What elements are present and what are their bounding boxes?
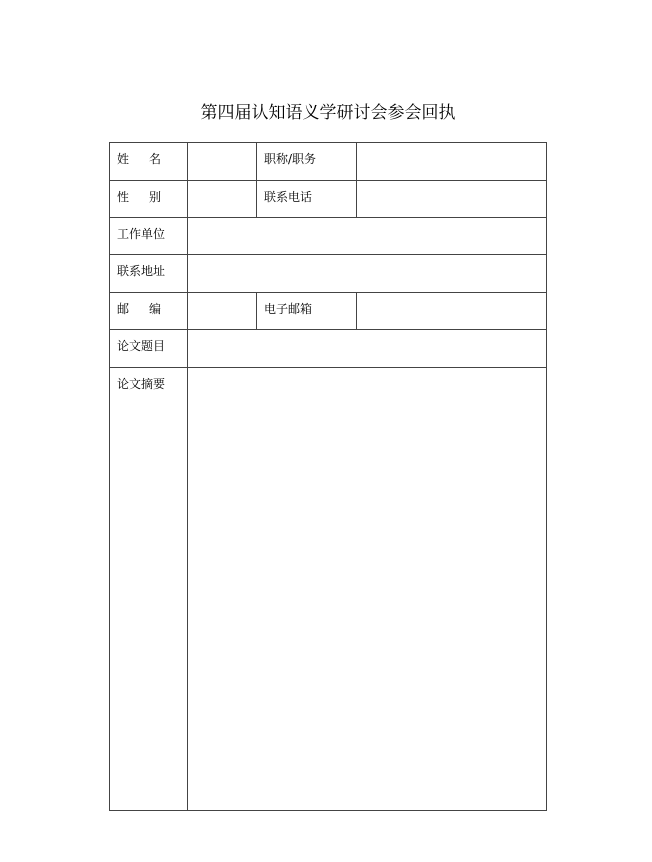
- label-name: [109, 142, 188, 181]
- label-gender: [109, 180, 188, 218]
- label-postcode: [109, 292, 188, 330]
- label-part: 性: [117, 190, 130, 204]
- label-paper-title: 论文题目: [109, 329, 188, 368]
- label-title-position: 职称/职务: [256, 142, 357, 181]
- page-title: 第四届认知语义学研讨会参会回执: [200, 103, 456, 123]
- label-part: 名: [149, 152, 162, 166]
- phone-field[interactable]: [356, 180, 547, 218]
- label-abstract: 论文摘要: [109, 367, 188, 811]
- address-field[interactable]: [187, 254, 547, 293]
- title-position-field[interactable]: [356, 142, 547, 181]
- label-part: 别: [149, 190, 162, 204]
- label-email: 电子邮箱: [256, 292, 357, 330]
- paper-title-field[interactable]: [187, 329, 547, 368]
- label-address: 联系地址: [109, 254, 188, 293]
- gender-field[interactable]: [187, 180, 257, 218]
- label-part: 姓: [117, 152, 130, 166]
- name-field[interactable]: [187, 142, 257, 181]
- label-part: 邮: [117, 302, 130, 316]
- email-field[interactable]: [356, 292, 547, 330]
- abstract-field[interactable]: [187, 367, 547, 811]
- label-phone: 联系电话: [256, 180, 357, 218]
- label-workplace: 工作单位: [109, 217, 188, 255]
- workplace-field[interactable]: [187, 217, 547, 255]
- label-part: 编: [149, 302, 162, 316]
- postcode-field[interactable]: [187, 292, 257, 330]
